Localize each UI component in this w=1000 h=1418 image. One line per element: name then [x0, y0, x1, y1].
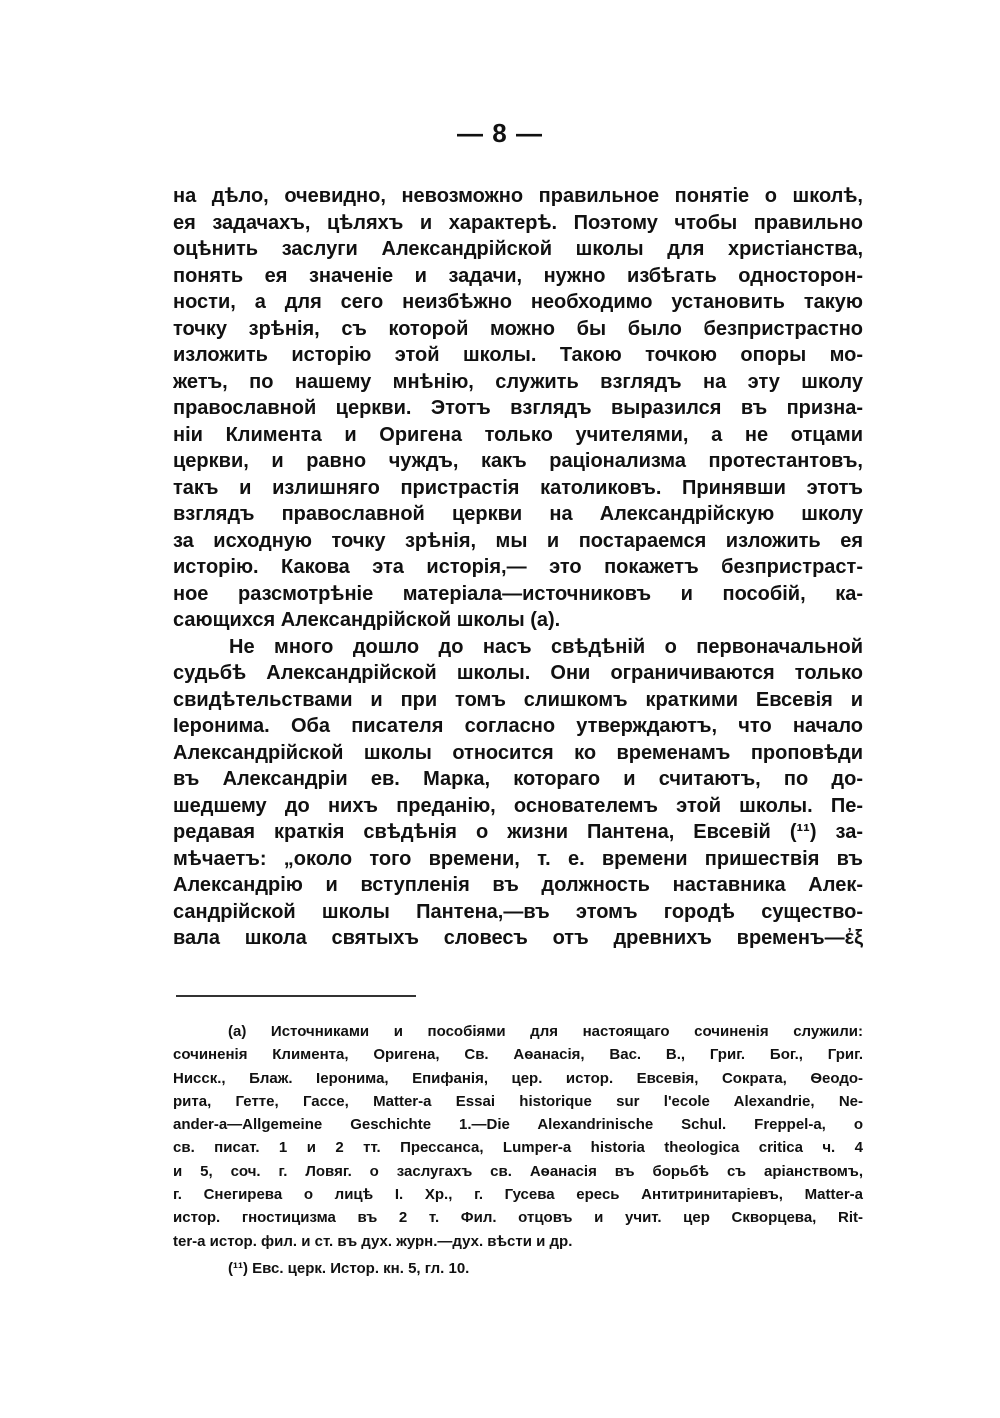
- footnote-a-line: ander-a—Allgemeine Geschichte 1.—Die Alexandrinische Schul. Freppel-a, о: [173, 1116, 863, 1134]
- text-line: Александрійской школы относится ко временамъ проповѣди: [173, 741, 863, 764]
- footnote-a-line: рита, Гетте, Гассе, Matter-a Essai historique sur l'ecole Alexandrie, Ne-: [173, 1092, 863, 1110]
- footnote-a-line: Нисск., Блаж. Іеронима, Епифанія, цер. истор. Евсевія, Сократа, Ѳеодо-: [173, 1069, 863, 1087]
- text-line: редавая краткія свѣдѣнія о жизни Пантена, Евсевій (¹¹) за-: [173, 821, 863, 843]
- main-text-block: [173, 183, 863, 952]
- footnote-a-line: ter-a истор. фил. и ст. въ дух. журн.—дух. вѣсти и др.: [173, 1232, 573, 1250]
- footnote-a-line: (а) Источниками и пособіями для настоящаго сочиненія служили:: [228, 1023, 863, 1040]
- text-line: на дѣло, очевидно, невозможно правильное понятіе о школѣ,: [173, 185, 863, 207]
- text-line: шедшему до нихъ преданію, основателемъ этой школы. Пе-: [173, 794, 863, 817]
- text-line: православной церкви. Этотъ взглядъ выразился въ призна-: [173, 397, 863, 419]
- text-line: судьбѣ Александрійской школы. Они ограничиваются только: [173, 662, 863, 684]
- text-line: вала школа святыхъ словесъ отъ древнихъ временъ—ἐξ: [173, 927, 863, 949]
- text-line: ея задачахъ, цѣляхъ и характерѣ. Поэтому чтобы правильно: [173, 211, 863, 234]
- footnote-a-line: истор. гностицизма въ 2 т. Фил. отцовъ и учит. цер Скворцева, Rit-: [173, 1209, 863, 1227]
- text-line: точку зрѣнія, съ которой можно бы было безпристрастно: [173, 317, 863, 340]
- text-line: изложить исторію этой школы. Такою точкою опоры мо-: [173, 344, 863, 366]
- text-line: за исходную точку зрѣнія, мы и постараемся изложить ея: [173, 529, 863, 552]
- text-line: мѣчаетъ: „около того времени, т. е. времени пришествія въ: [173, 847, 863, 870]
- footnote-a-line: сочиненія Климента, Оригена, Св. Аѳанасія, Вас. В., Григ. Бог., Григ.: [173, 1046, 863, 1064]
- footnote-a-line: г. Снегирева о лицѣ І. Хр., г. Гусева ересь Антитринитаріевъ, Matter-a: [173, 1186, 863, 1204]
- text-line: Іеронима. Оба писателя согласно утверждаютъ, что начало: [173, 715, 863, 737]
- text-line: оцѣнить заслуги Александрійской школы для христіанства,: [173, 238, 863, 260]
- text-line: такъ и излишняго пристрастія католиковъ. Принявши этотъ: [173, 476, 863, 499]
- text-line: взглядъ православной церкви на Александрійскую школу: [173, 503, 863, 525]
- footnote-a-line: св. писат. 1 и 2 тт. Прессанса, Lumper-a historia theologica critica ч. 4: [173, 1139, 863, 1157]
- text-line: Александрію и вступленія въ должность наставника Алек-: [173, 874, 863, 896]
- text-line: сандрійской школы Пантена,—въ этомъ городѣ существо-: [173, 900, 863, 923]
- text-line-paragraph-start: Не много дошло до насъ свѣдѣній о первоначальной: [229, 635, 863, 658]
- text-line: исторію. Какова эта исторія,— это покажетъ безпристраст-: [173, 556, 863, 578]
- footnote-a-line: и 5, соч. г. Ловяг. о заслугахъ св. Аѳанасія въ борьбѣ съ аріанствомъ,: [173, 1162, 863, 1180]
- text-line: свидѣтельствами и при томъ слишкомъ краткими Евсевія и: [173, 688, 863, 711]
- text-line: ніи Климента и Оригена только учителями, а не отцами: [173, 423, 863, 446]
- footnote-11-line: (¹¹) Евс. церк. Истор. кн. 5, гл. 10.: [228, 1259, 470, 1277]
- text-line: ности, а для сего неизбѣжно необходимо установить такую: [173, 291, 863, 313]
- text-line: въ Александріи ев. Марка, котораго и считаютъ, по до-: [173, 768, 863, 790]
- text-line: жетъ, по нашему мнѣнію, служить взглядъ на эту школу: [173, 370, 863, 393]
- text-line: ное разсмотрѣніе матеріала—источниковъ и пособій, ка-: [173, 582, 863, 605]
- text-line: церкви, и равно чуждъ, какъ раціонализма протестантовъ,: [173, 450, 863, 472]
- text-line-paragraph-end: сающихся Александрійской школы (а).: [173, 609, 561, 631]
- footnotes-block: [173, 1020, 863, 1280]
- footnote-separator-rule: [176, 995, 416, 997]
- page-number: — 8 —: [457, 118, 543, 148]
- text-line: понять ея значеніе и задачи, нужно избѣгать односторон-: [173, 264, 863, 287]
